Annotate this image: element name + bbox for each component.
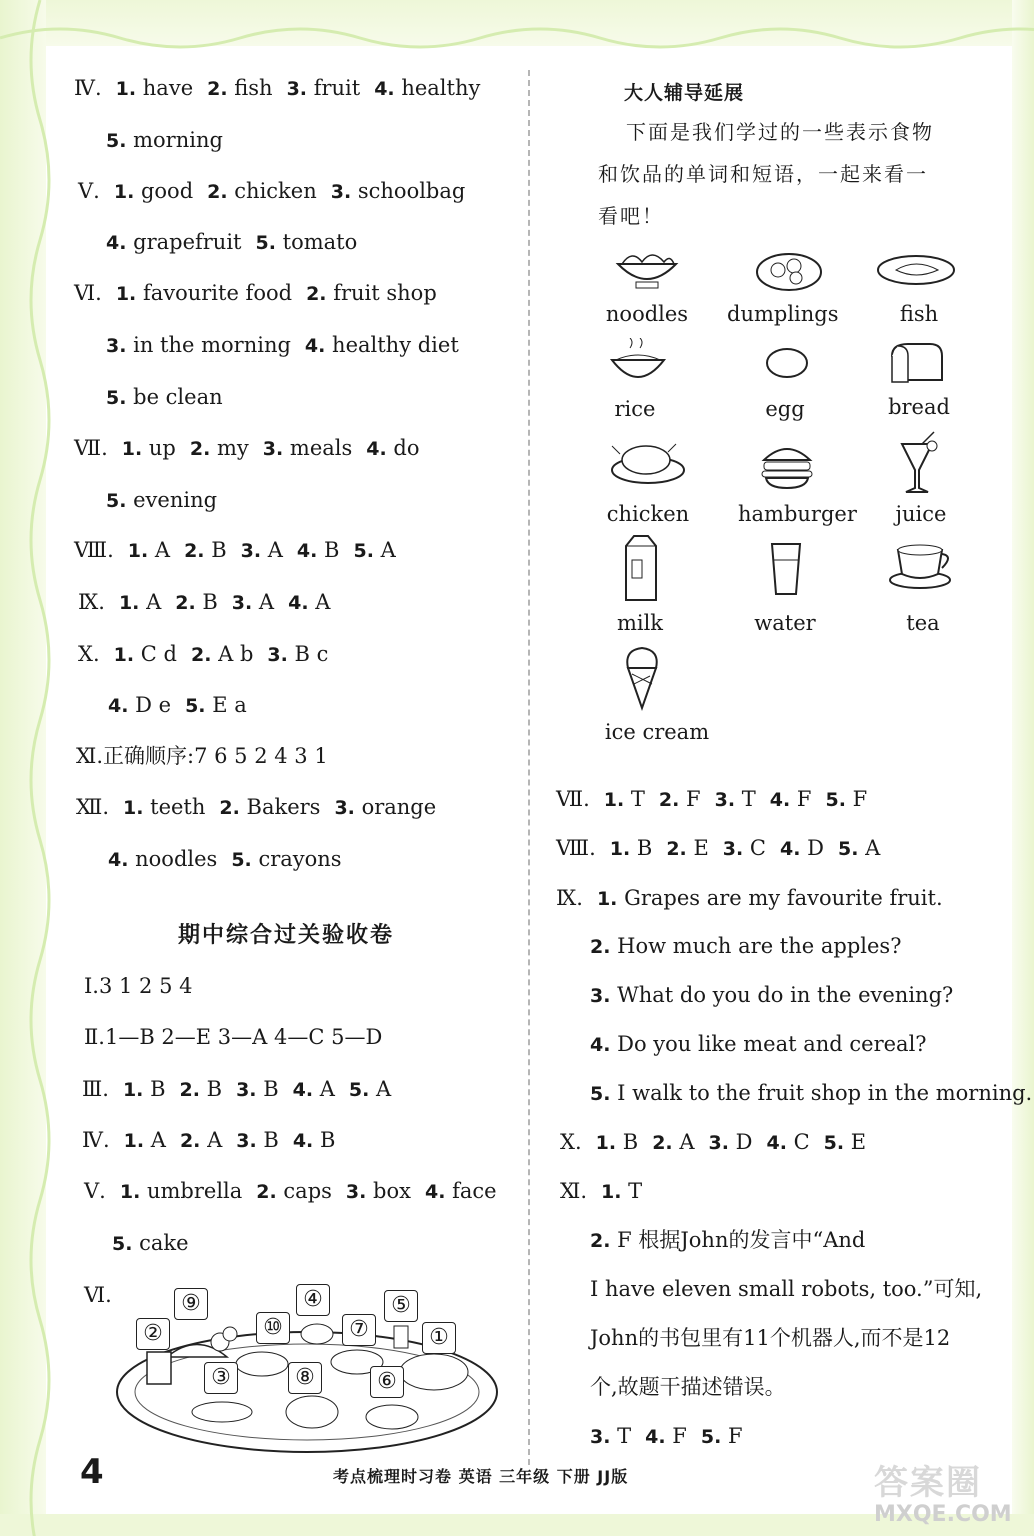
question-number: 1.: [122, 1079, 144, 1101]
answer-text: John的书包里有11个机器人,而不是12: [590, 1326, 951, 1350]
noodle-bowl-icon: [400, 1354, 468, 1390]
answer-line: [78, 177, 465, 206]
answer-text: B c: [287, 642, 329, 666]
answer-line: [106, 383, 223, 412]
question-number: 3.: [262, 438, 284, 460]
answer-line: [556, 884, 943, 913]
answer-text: F: [679, 787, 701, 811]
question-number: 2.: [652, 1132, 673, 1154]
answer-text: my: [210, 436, 249, 460]
question-number: 3.: [722, 838, 744, 860]
answer-text: A: [308, 590, 331, 614]
answer-text: crayons: [251, 847, 342, 871]
answer-text: B: [317, 538, 340, 562]
answer-text: C: [786, 1130, 810, 1154]
answer-line: [590, 1324, 950, 1352]
answer-text: B: [256, 1077, 279, 1101]
question-number: 4.: [288, 592, 309, 614]
bread-plate-icon: [366, 1405, 418, 1429]
question-number: 5.: [837, 838, 859, 860]
question-number: 5.: [700, 1426, 722, 1448]
watermark-logo: [874, 1455, 1014, 1533]
answer-text: 正确顺序:7 6 5 2 4 3 1: [103, 744, 328, 768]
question-number: 1.: [596, 888, 618, 910]
hamburger-icon: [758, 438, 816, 490]
answer-line: [112, 1229, 189, 1258]
question-number: 3.: [334, 797, 355, 819]
answer-text: Grapes are my favourite fruit.: [617, 886, 943, 910]
answer-text: Ⅵ.: [74, 281, 102, 305]
answer-text: Ⅳ.: [74, 76, 102, 100]
answer-text: Ⅵ.: [84, 1283, 112, 1307]
answer-text: favourite food: [136, 281, 293, 305]
question-number: 3.: [330, 181, 352, 203]
answer-line: [590, 932, 901, 961]
answer-line: [106, 126, 223, 155]
answer-line: [590, 1373, 786, 1401]
answer-line: [108, 845, 342, 874]
answer-text: 3 1 2 5 4: [98, 974, 193, 998]
question-number: 2.: [189, 438, 211, 460]
answer-line: [590, 981, 953, 1010]
answer-text: meals: [283, 436, 353, 460]
answer-line: [84, 972, 193, 1000]
answer-line: [590, 1275, 982, 1303]
plate-number-label: ③: [204, 1362, 238, 1394]
answer-line: [560, 1128, 866, 1157]
answer-text: Ⅷ.: [74, 538, 114, 562]
roast-chicken-icon: [286, 1396, 338, 1428]
answer-text: A b: [211, 642, 254, 666]
answer-line: [78, 588, 330, 617]
answer-text: A: [252, 590, 275, 614]
answer-text: Ⅸ.: [78, 590, 105, 614]
question-number: 2.: [179, 1130, 201, 1152]
plate-number-label: ⑧: [288, 1362, 322, 1394]
fish-icon: [876, 252, 958, 288]
answer-text: A: [858, 836, 881, 860]
answer-text: I have eleven small robots, too.”可知,: [590, 1277, 983, 1301]
answer-text: E: [686, 836, 709, 860]
answer-text: Ⅺ.: [560, 1179, 588, 1203]
answer-text: F: [665, 1424, 687, 1448]
question-number: 4.: [106, 232, 127, 254]
question-number: 4.: [424, 1181, 446, 1203]
answer-text: evening: [126, 488, 218, 512]
dumplings-icon: [236, 1352, 288, 1376]
question-number: 1.: [119, 1181, 141, 1203]
question-number: 1.: [113, 181, 135, 203]
answer-text: F 根据John的发言中“And: [610, 1228, 866, 1252]
water-glass-icon: [768, 540, 804, 598]
question-number: 2.: [179, 1079, 200, 1101]
question-number: 3.: [286, 78, 308, 100]
question-number: 5.: [590, 1083, 611, 1105]
milk-carton-icon: [620, 532, 662, 604]
answer-line: [106, 331, 459, 360]
question-number: 3.: [106, 335, 127, 357]
page-number: 4: [80, 1452, 104, 1492]
question-number: 4.: [374, 78, 395, 100]
answer-text: Ⅲ.: [82, 1077, 109, 1101]
answer-line: [556, 785, 867, 814]
question-number: 5.: [823, 1132, 845, 1154]
question-number: 4.: [645, 1426, 666, 1448]
answer-text: A: [672, 1130, 695, 1154]
answer-text: grapefruit: [126, 230, 242, 254]
fish-plate-icon: [192, 1402, 252, 1422]
answer-text: B: [199, 1077, 223, 1101]
answer-text: B: [204, 538, 227, 562]
answer-line: [84, 1177, 497, 1206]
question-number: 3.: [590, 1426, 611, 1448]
question-number: 4.: [304, 335, 326, 357]
question-number: 3.: [236, 1079, 257, 1101]
question-number: 2.: [190, 644, 212, 666]
question-number: 3.: [714, 789, 736, 811]
question-number: 3.: [708, 1132, 729, 1154]
answer-text: B: [195, 590, 218, 614]
question-number: 2.: [256, 1181, 277, 1203]
answer-text: D: [728, 1130, 753, 1154]
answer-text: fish: [227, 76, 273, 100]
answer-line: [560, 1177, 642, 1206]
answer-text: T: [624, 787, 645, 811]
question-number: 2.: [175, 592, 196, 614]
answer-text: Ⅶ.: [74, 436, 108, 460]
answer-text: tomato: [275, 230, 358, 254]
plate-number-label: ⑤: [384, 1290, 418, 1322]
question-number: 4.: [590, 1034, 611, 1056]
answer-text: T: [621, 1179, 643, 1203]
answer-line: [74, 279, 437, 308]
question-number: 5.: [185, 695, 206, 717]
question-number: 1.: [121, 438, 143, 460]
answer-text: A: [261, 538, 283, 562]
guide-title: 大人辅导延展: [624, 82, 745, 104]
question-number: 1.: [127, 540, 149, 562]
answer-text: F: [721, 1424, 743, 1448]
answer-text: in the morning: [126, 333, 291, 357]
answer-text: T: [735, 787, 756, 811]
answer-text: Ⅱ.: [84, 1025, 105, 1049]
plate-number-label: ①: [422, 1322, 456, 1354]
question-number: 1.: [123, 797, 144, 819]
answer-line: [82, 1075, 391, 1104]
answer-line: [84, 1023, 382, 1051]
question-number: 4.: [769, 789, 791, 811]
question-number: 5.: [112, 1233, 133, 1255]
decorative-wave-top: [0, 0, 1034, 60]
question-number: 1.: [601, 1181, 622, 1203]
question-number: 4.: [366, 438, 387, 460]
answer-text: A: [313, 1077, 335, 1101]
answer-line: [590, 1079, 1032, 1108]
answer-text: Do you like meat and cereal?: [610, 1032, 927, 1056]
answer-line: [590, 1226, 865, 1255]
question-number: 5.: [348, 1079, 370, 1101]
answer-line: [108, 691, 247, 720]
answer-line: [590, 1422, 743, 1451]
answer-text: teeth: [143, 795, 206, 819]
question-number: 1.: [609, 838, 631, 860]
answer-text: E: [844, 1130, 867, 1154]
answer-text: up: [142, 436, 176, 460]
answer-text: How much are the apples?: [610, 934, 902, 958]
answer-text: Ⅻ.: [76, 795, 109, 819]
answer-line: [84, 1281, 112, 1309]
answer-text: box: [366, 1179, 411, 1203]
answer-text: B: [256, 1128, 279, 1152]
plate-number-label: ⑨: [174, 1288, 208, 1320]
answer-text: Ⅹ.: [560, 1130, 582, 1154]
food-label-tea: tea: [906, 611, 940, 635]
answer-text: A: [144, 1128, 166, 1152]
answer-text: do: [386, 436, 420, 460]
question-number: 1.: [113, 644, 135, 666]
question-number: 1.: [123, 1130, 145, 1152]
question-number: 1.: [115, 283, 137, 305]
answer-text: E a: [205, 693, 247, 717]
food-label-milk: milk: [616, 611, 664, 635]
answer-text: A: [148, 538, 171, 562]
juice-icon: [892, 430, 942, 496]
answer-text: 1—B 2—E 3—A 4—C 5—D: [104, 1025, 383, 1049]
question-number: 4.: [292, 1130, 314, 1152]
answer-text: Ⅹ.: [78, 642, 100, 666]
egg-icon: [764, 346, 810, 380]
question-number: 5.: [106, 387, 127, 409]
food-label-hamburger: hamburger: [738, 502, 857, 526]
answer-line: [76, 742, 328, 770]
question-number: 4.: [296, 540, 318, 562]
milk-box-icon: [147, 1352, 171, 1384]
answer-text: I walk to the fruit shop in the morning.: [610, 1081, 1033, 1105]
question-number: 2.: [219, 797, 240, 819]
answer-line: [76, 793, 436, 822]
answer-text: healthy: [394, 76, 481, 100]
answer-text: F: [845, 787, 868, 811]
question-number: 4.: [780, 838, 801, 860]
food-label-rice: rice: [614, 397, 656, 421]
plate-number-label: ⑩: [256, 1312, 290, 1344]
guide-text-1: 下面是我们学过的一些表示食物: [626, 120, 934, 144]
question-number: 3.: [236, 1130, 257, 1152]
answer-line: [74, 74, 480, 103]
answer-text: chicken: [227, 179, 317, 203]
question-number: 2.: [590, 936, 611, 958]
answer-text: What do you do in the evening?: [610, 983, 954, 1007]
answer-text: A: [139, 590, 162, 614]
question-number: 1.: [115, 78, 137, 100]
bread-icon: [886, 340, 946, 386]
answer-text: C d: [134, 642, 177, 666]
food-label-ice-cream: ice cream: [604, 720, 710, 744]
answer-text: Ⅰ.: [84, 974, 99, 998]
answer-text: Ⅳ.: [82, 1128, 110, 1152]
food-label-water: water: [754, 611, 816, 635]
question-number: 1.: [118, 592, 140, 614]
answer-line: [106, 486, 217, 515]
question-number: 2.: [207, 181, 228, 203]
question-number: 5.: [231, 849, 252, 871]
dumplings-icon: [754, 250, 824, 294]
answer-text: caps: [276, 1179, 332, 1203]
answer-text: B: [616, 1130, 639, 1154]
answer-line: [556, 834, 880, 863]
decorative-wave-left: [0, 0, 60, 1536]
answer-text: be clean: [126, 385, 223, 409]
food-label-egg: egg: [765, 397, 805, 421]
question-number: 5.: [353, 540, 374, 562]
question-number: 3.: [267, 644, 288, 666]
watermark-url: MXQE.COM: [874, 1502, 1012, 1527]
ice-cream-icon: [620, 644, 664, 712]
question-number: 5.: [106, 490, 127, 512]
guide-text-2: 和饮品的单词和短语，一起来看一: [598, 162, 928, 186]
question-number: 4.: [108, 849, 129, 871]
answer-text: umbrella: [140, 1179, 243, 1203]
column-divider: [528, 70, 530, 1465]
question-number: 3.: [231, 592, 253, 614]
answer-text: Ⅶ.: [556, 787, 590, 811]
answer-text: morning: [126, 128, 223, 152]
food-label-chicken: chicken: [606, 502, 690, 526]
answer-text: D: [800, 836, 824, 860]
answer-text: A: [373, 538, 396, 562]
question-number: 2.: [666, 838, 687, 860]
question-number: 2.: [306, 283, 327, 305]
answer-text: B: [313, 1128, 336, 1152]
question-number: 2.: [184, 540, 205, 562]
answer-text: orange: [354, 795, 437, 819]
answer-line: [78, 640, 328, 669]
answer-line: [74, 434, 420, 463]
answer-text: 个,故题干描述错误。: [590, 1375, 786, 1399]
answer-text: noodles: [128, 847, 218, 871]
teacup-icon: [888, 540, 956, 590]
question-number: 5.: [825, 789, 846, 811]
question-number: 4.: [108, 695, 129, 717]
answer-text: Ⅴ.: [78, 179, 100, 203]
answer-text: have: [136, 76, 194, 100]
answer-text: D e: [128, 693, 172, 717]
plate-number-label: ④: [296, 1284, 330, 1316]
question-number: 2.: [207, 78, 228, 100]
answer-text: B: [143, 1077, 166, 1101]
answer-text: C: [743, 836, 766, 860]
answer-text: good: [134, 179, 194, 203]
answer-text: Bakers: [239, 795, 321, 819]
answer-text: B: [630, 836, 653, 860]
guide-text-3: 看吧！: [598, 204, 664, 228]
soup-bowl-icon: [301, 1324, 333, 1344]
answer-line: [106, 228, 357, 257]
midterm-title: 期中综合过关验收卷: [178, 923, 395, 948]
question-number: 1.: [603, 789, 625, 811]
answer-line: [74, 536, 396, 565]
plate-number-label: ⑥: [370, 1366, 404, 1398]
food-label-fish: fish: [899, 302, 939, 326]
answer-text: fruit: [307, 76, 361, 100]
answer-text: F: [790, 787, 812, 811]
question-number: 4.: [766, 1132, 787, 1154]
plate-number-label: ②: [136, 1318, 170, 1350]
answer-text: Ⅷ.: [556, 836, 596, 860]
rice-icon: [608, 338, 668, 390]
watermark-text: 答案圈: [874, 1463, 982, 1503]
answer-line: [82, 1126, 335, 1155]
roast-chicken-icon: [608, 438, 688, 486]
answer-text: Ⅺ.: [76, 744, 104, 768]
question-number: 4.: [292, 1079, 314, 1101]
question-number: 1.: [595, 1132, 617, 1154]
answer-line: [590, 1030, 927, 1059]
answer-text: T: [610, 1424, 632, 1448]
food-label-juice: juice: [895, 502, 947, 526]
answer-text: fruit shop: [326, 281, 437, 305]
answer-text: A: [369, 1077, 392, 1101]
food-label-bread: bread: [888, 395, 950, 419]
answer-text: Ⅸ.: [556, 886, 583, 910]
glass-icon: [394, 1326, 408, 1348]
food-label-dumplings: dumplings: [727, 302, 839, 326]
noodles-icon: [612, 244, 682, 296]
question-number: 3.: [590, 985, 611, 1007]
book-title-footer: 考点梳理时习卷 英语 三年级 下册 JJ版: [333, 1467, 629, 1486]
answer-text: healthy diet: [325, 333, 459, 357]
question-number: 2.: [658, 789, 680, 811]
plate-number-label: ⑦: [342, 1314, 376, 1346]
question-number: 3.: [345, 1181, 367, 1203]
question-number: 3.: [240, 540, 262, 562]
page-border-right: [1012, 0, 1034, 1536]
question-number: 5.: [255, 232, 276, 254]
question-number: 5.: [106, 130, 127, 152]
answer-text: face: [445, 1179, 497, 1203]
answer-text: Ⅴ.: [84, 1179, 106, 1203]
food-label-noodles: noodles: [605, 302, 689, 326]
answer-text: A: [200, 1128, 223, 1152]
question-number: 2.: [590, 1230, 611, 1252]
answer-text: cake: [132, 1231, 189, 1255]
answer-text: schoolbag: [351, 179, 466, 203]
